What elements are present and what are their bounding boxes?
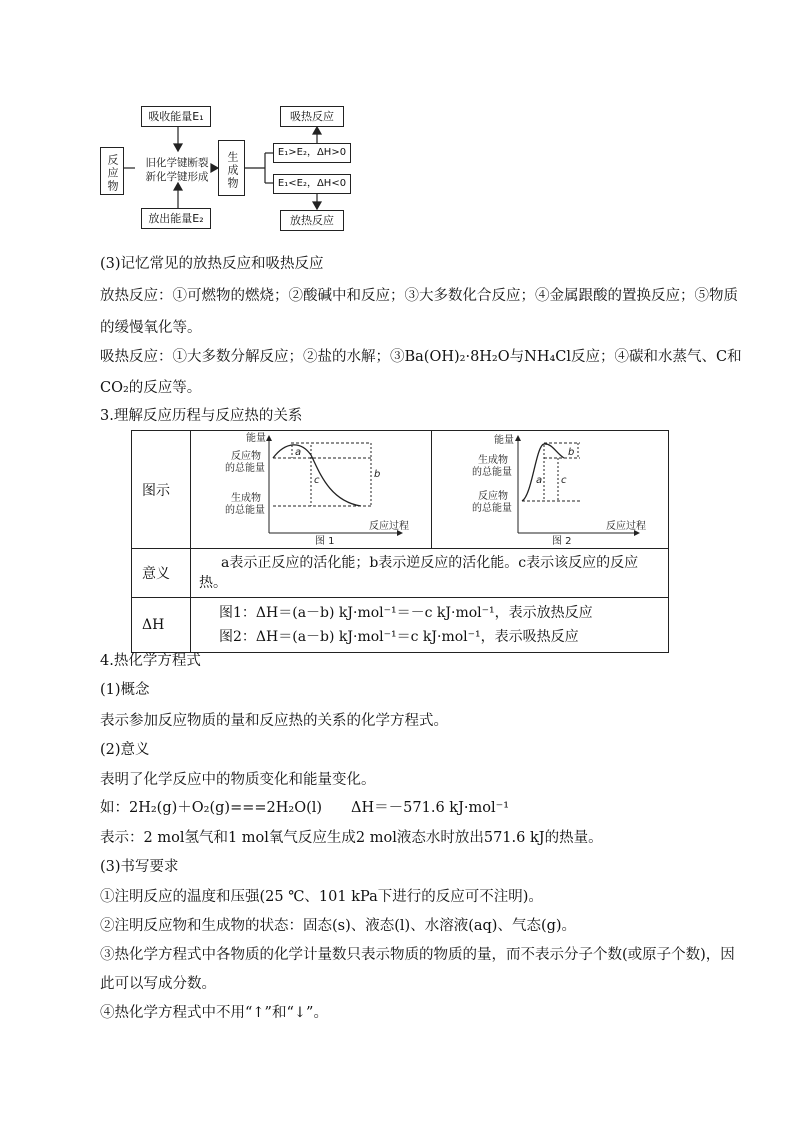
fig1-b: b (374, 469, 381, 480)
figure1-energy-diagram (191, 431, 431, 548)
fig2-product-label-1: 生成物 (478, 455, 508, 466)
flow-endo-label: 吸热反应 (290, 110, 334, 123)
flow-process-text (139, 156, 215, 184)
section3-heading: (3)记忆常见的放热反应和吸热反应 (100, 256, 324, 272)
table-row-dh (132, 598, 669, 653)
requirement-3-line1: ③热化学方程式中各物质的化学计量数只表示物质的物质的量，而不表示分子个数(或原子个数)，因 (100, 947, 735, 963)
exo-reactions-line1: 放热反应：①可燃物的燃烧；②酸碱中和反应；③大多数化合反应；④金属跟酸的置换反应；⑤物质 (100, 288, 738, 304)
flow-reactant-label: 反应物 (106, 153, 119, 193)
flow-endo-box (280, 106, 344, 127)
fig2-caption: 图 2 (552, 536, 572, 547)
table-row-meaning (132, 549, 669, 598)
requirement-3-line2: 此可以写成分数。 (100, 976, 216, 992)
fig1-reactant-label-1: 反应物 (231, 451, 261, 462)
section4-2-heading: (2)意义 (100, 742, 150, 758)
fig1-c: c (314, 475, 320, 486)
flow-process-form: 新化学键形成 (145, 171, 209, 183)
table-head-figures: 图示 (132, 431, 191, 549)
section4-1-heading: (1)概念 (100, 682, 150, 698)
table-head-dh: ΔH (132, 598, 191, 653)
section4-3-heading: (3)书写要求 (100, 859, 179, 875)
table-meaning-line2: 热。 (199, 575, 227, 591)
fig1-a: a (295, 447, 302, 458)
endo-reactions-line2: CO₂的反应等。 (100, 380, 202, 396)
flow-absorb-label: 吸收能量E₁ (148, 110, 204, 123)
fig1-xlabel: 反应过程 (369, 521, 409, 532)
fig1-reactant-label-2: 的总能量 (225, 463, 265, 474)
fig1-product-label-2: 的总能量 (225, 505, 265, 516)
fig2-ylabel: 能量 (494, 435, 514, 446)
requirement-1: ①注明反应的温度和压强(25 ℃、101 kPa下进行的反应可不注明)。 (100, 889, 543, 905)
requirement-4: ④热化学方程式中不用“↑”和“↓”。 (100, 1005, 328, 1021)
table-head-meaning: 意义 (132, 549, 191, 598)
exo-reactions-line2: 的缓慢氧化等。 (100, 320, 202, 336)
endo-reactions-line1: 吸热反应：①大多数分解反应；②盐的水解；③Ba(OH)₂·8H₂O与NH₄Cl反应；④碳和水蒸气、C和 (100, 349, 742, 365)
flow-exo-label: 放热反应 (290, 214, 334, 227)
flow-cond1-box (273, 143, 351, 163)
section4-1-text: 表示参加反应物质的量和反应热的关系的化学方程式。 (100, 713, 448, 729)
table-row-figures (132, 431, 669, 549)
figure2-cell (432, 431, 669, 549)
figure1-cell (191, 431, 432, 549)
fig2-a: a (536, 475, 543, 486)
table-dh-cell (191, 598, 669, 653)
requirement-2: ②注明反应物和生成物的状态：固态(s)、液态(l)、水溶液(aq)、气态(g)。 (100, 918, 577, 934)
thermo-equation-example: 如：2H₂(g)＋O₂(g)===2H₂O(l) ΔH＝－571.6 kJ·mol⁻¹ (100, 800, 510, 816)
fig1-ylabel: 能量 (246, 433, 266, 444)
fig2-reactant-label-1: 反应物 (478, 491, 508, 502)
fig2-b: b (568, 447, 575, 458)
flow-cond1-label: E₁>E₂，ΔH>0 (277, 147, 347, 158)
fig2-c: c (561, 475, 567, 486)
flow-absorb-box (141, 106, 211, 127)
figure2-energy-diagram (432, 431, 668, 548)
table-dh-line1: 图1：ΔH＝(a－b) kJ·mol⁻¹＝－c kJ·mol⁻¹，表示放热反应 (219, 605, 593, 621)
table-meaning-line1: a表示正反应的活化能；b表示逆反应的活化能。c表示该反应的反应 (221, 555, 639, 571)
reaction-heat-table (131, 430, 669, 653)
fig2-xlabel: 反应过程 (606, 521, 646, 532)
fig2-curve (522, 444, 564, 501)
flow-process-break: 旧化学键断裂 (145, 157, 209, 169)
thermo-equation-explanation: 表示：2 mol氢气和1 mol氧气反应生成2 mol液态水时放出571.6 kJ的热量。 (100, 830, 603, 846)
fig2-reactant-label-2: 的总能量 (472, 503, 512, 514)
flow-exo-box (280, 210, 344, 231)
table-meaning-cell (191, 549, 669, 598)
flow-reactant-box (100, 147, 124, 195)
flow-release-box (141, 208, 211, 229)
flow-cond2-box (273, 174, 351, 194)
section3b-heading: 3.理解反应历程与反应热的关系 (100, 408, 303, 424)
table-dh-line2: 图2：ΔH＝(a－b) kJ·mol⁻¹＝c kJ·mol⁻¹，表示吸热反应 (219, 629, 579, 645)
flow-release-label: 放出能量E₂ (148, 212, 204, 225)
flow-product-label: 生成物 (226, 150, 239, 190)
section4-heading: 4.热化学方程式 (100, 653, 201, 669)
fig1-caption: 图 1 (315, 536, 335, 547)
fig2-product-label-2: 的总能量 (472, 467, 512, 478)
section4-2-text: 表明了化学反应中的物质变化和能量变化。 (100, 772, 376, 788)
flow-cond2-label: E₁<E₂，ΔH<0 (277, 178, 347, 189)
flow-product-box (218, 140, 245, 196)
fig1-product-label-1: 生成物 (231, 493, 261, 504)
